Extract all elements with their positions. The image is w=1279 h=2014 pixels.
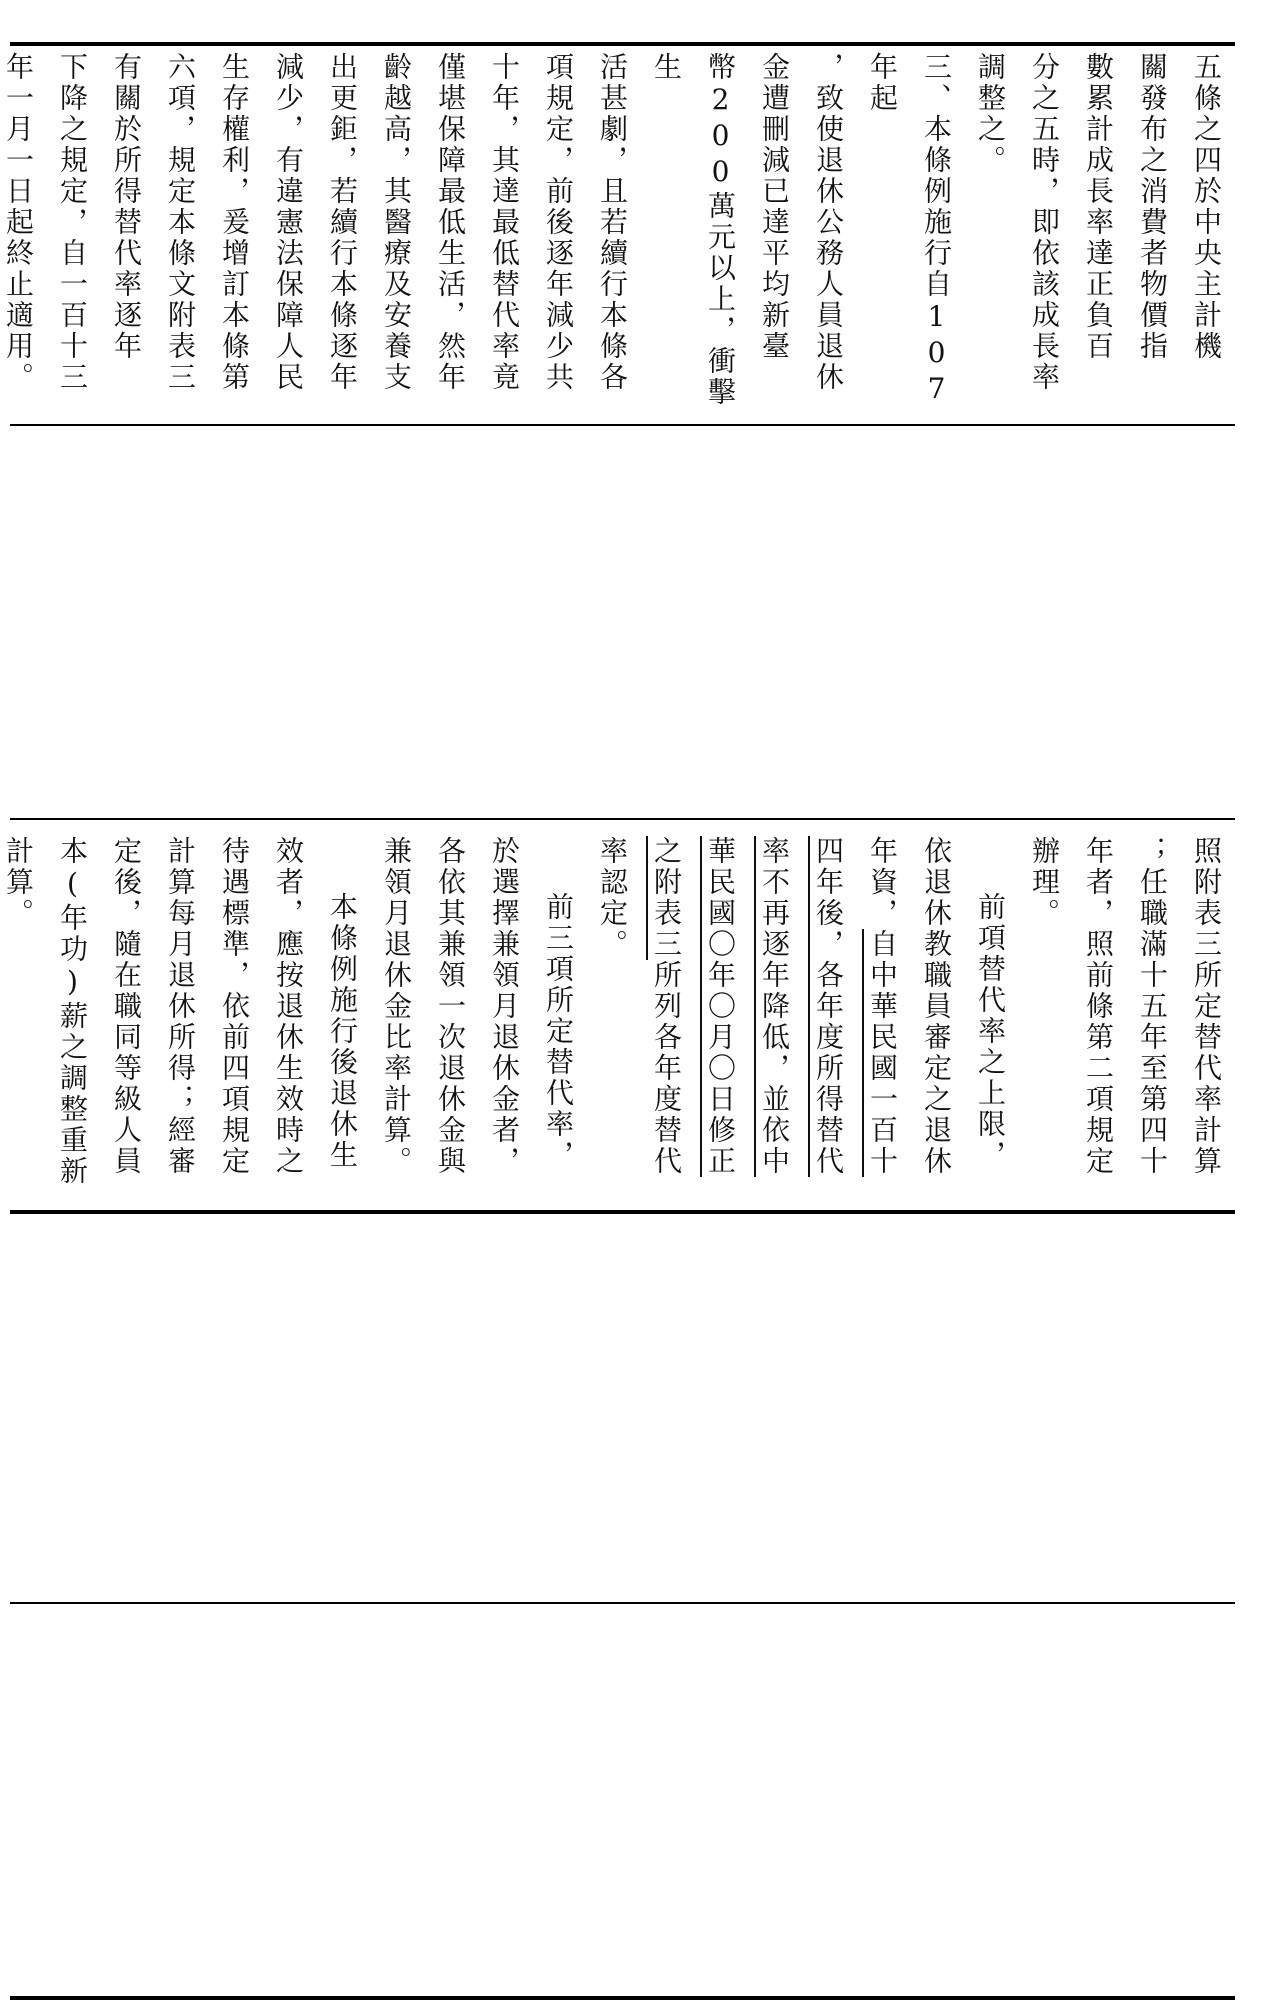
explanation-block [2,52,1233,414]
paragraph-recalculation: 本條例施行後退休生效者，應按退休生效時之待遇標準，依前四項規定計算每月退休所得；經審定後，隨在職同等級人員本(年功)薪之調整重新計算。 [2,836,359,1187]
text-line: 關發布之消費者物價指 [1136,52,1169,362]
text-line: ；任職滿十五年至第四十 [1136,836,1169,1177]
text-line: 幣200萬元以上，衝擊生 [650,52,737,408]
text-line: 金遭刪減已達平均新臺 [758,52,791,362]
text-line: 減少，有違憲法保障人民 [272,52,305,393]
divider-rule [10,1210,1235,1214]
text-line: 生存權利，爰增訂本條第 [218,52,251,393]
text-line: 五條之四於中央主計機 [1190,52,1223,362]
text-line: 照附表三所定替代率計算 [1190,836,1223,1177]
amended-text: 自中華民國一百十四年後，各年度所得替代率不再逐年降低，並依中華民國〇年〇月〇日修正之附表三 [650,836,899,1177]
text-line: 活甚劇，且若續行本條各 [596,52,629,393]
article-text-block [2,836,1233,1200]
paragraph-cap-rate [585,836,1017,1200]
text-line: ，致使退休公務人員退休 [812,52,845,393]
paragraph-combined-pension: 前三項所定替代率，於選擇兼領月退休金者，各依其兼領一次退休金與兼領月退休金比率計算。 [380,836,575,1177]
text-line: 年一月一日起終止適用。 [2,52,35,393]
text-line: 六項，規定本條文附表三 [164,52,197,393]
text-line: 僅堪保障最低生活，然年 [434,52,467,393]
paragraph-text: 前項替代率之上限，依退休教職員審定之退休年資， [866,836,1007,1177]
paragraph-text: 所列各年度替代率認定。 [596,836,683,1177]
text-line: 下降之規定，自一百十三 [56,52,89,393]
text-line: 有關於所得替代率逐年 [110,52,143,362]
text-line: 年者，照前條第二項規定 [1082,836,1115,1177]
text-line: 齡越高，其醫療及安養支 [380,52,413,393]
divider-rule [10,1602,1235,1604]
text-line: 分之五時，即依該成長率 [1028,52,1061,393]
top-rule [10,42,1235,46]
text-line: 項規定，前後逐年減少共 [542,52,575,393]
text-line: 十年，其達最低替代率竟 [488,52,521,393]
divider-rule [10,424,1235,426]
divider-rule [10,818,1235,820]
text-line: 辦理。 [1028,836,1061,929]
text-line: 出更鉅，若續行本條逐年 [326,52,359,393]
text-line: 數累計成長率達正負百 [1082,52,1115,362]
text-line: 三、本條例施行自107年起 [866,52,953,408]
text-line: 調整之。 [974,52,1007,176]
bottom-rule [10,1996,1235,2000]
